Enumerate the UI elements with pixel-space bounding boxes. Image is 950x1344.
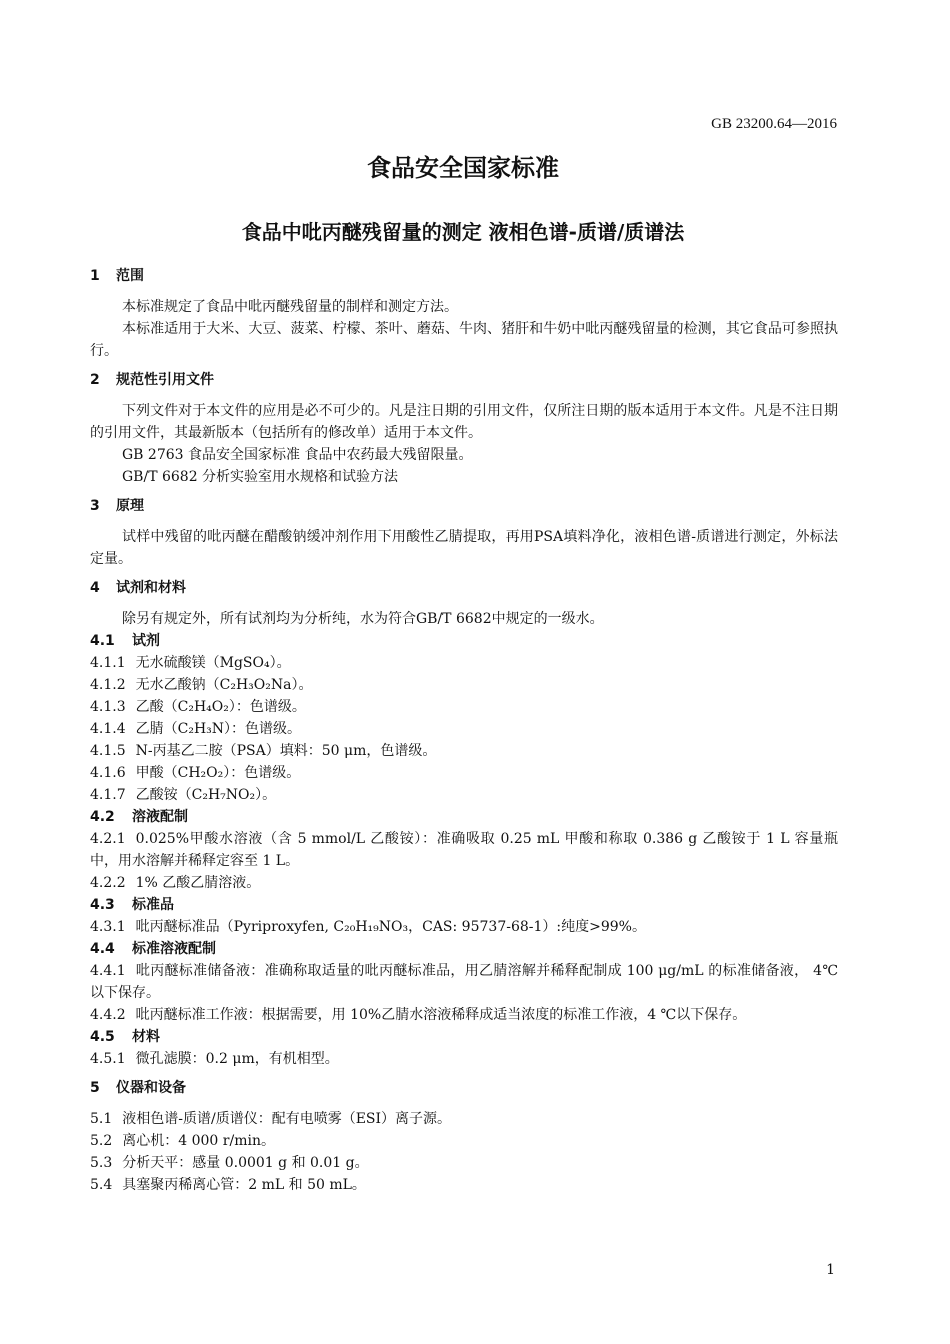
- item-text: N-丙基乙二胺（PSA）填料：50 μm，色谱级。: [135, 743, 437, 759]
- item-text: 吡丙醚标准工作液：根据需要，用 10%乙腈水溶液稀释成适当浓度的标准工作液，4 ℃以下保存。: [135, 1007, 747, 1023]
- item-text: 微孔滤膜：0.2 μm，有机相型。: [135, 1051, 339, 1067]
- paragraph: 下列文件对于本文件的应用是必不可少的。凡是注日期的引用文件，仅所注日期的版本适用于本文件。凡是不注日期的引用文件，其最新版本（包括所有的修改单）适用于本文件。: [90, 403, 838, 441]
- list-item: [90, 960, 838, 1004]
- item-number: 4.4.2: [90, 1007, 126, 1023]
- subsection-title: 材料: [132, 1029, 160, 1045]
- item-number: 4.1.4: [90, 721, 126, 737]
- item-number: 4.1.5: [90, 743, 126, 759]
- section-number: 4: [90, 580, 100, 596]
- subsection-number: 4.3: [90, 897, 115, 913]
- document-subtitle: 食品中吡丙醚残留量的测定 液相色谱-质谱/质谱法: [241, 220, 685, 244]
- document-title: 食品安全国家标准: [367, 154, 559, 182]
- subsection-title: 标准品: [132, 897, 174, 913]
- standard-number: GB 23200.64—2016: [711, 116, 837, 132]
- item-text: 液相色谱-质谱/质谱仪：配有电喷雾（ESI）离子源。: [122, 1111, 452, 1127]
- list-item: [90, 784, 838, 806]
- item-number: 4.2.1: [90, 831, 126, 847]
- list-item: [90, 1004, 838, 1026]
- document-body: [90, 258, 838, 1196]
- item-number: 5.1: [90, 1111, 113, 1127]
- item-number: 4.1.7: [90, 787, 126, 803]
- item-text: 无水乙酸钠（C₂H₃O₂Na）。: [135, 677, 313, 693]
- list-item: [90, 1130, 838, 1152]
- subsection-title: 试剂: [132, 633, 160, 649]
- item-number: 4.4.1: [90, 963, 126, 979]
- list-item: [90, 1152, 838, 1174]
- list-item: [90, 674, 838, 696]
- item-number: 4.1.1: [90, 655, 126, 671]
- section-title: 仪器和设备: [116, 1080, 186, 1096]
- reference-item: GB 2763 食品安全国家标准 食品中农药最大残留限量。: [122, 447, 473, 463]
- section-5-heading: [90, 1078, 838, 1098]
- item-number: 5.2: [90, 1133, 113, 1149]
- section-4-heading: [90, 578, 838, 598]
- list-item: [90, 696, 838, 718]
- item-number: 4.1.3: [90, 699, 126, 715]
- item-number: 4.1.6: [90, 765, 126, 781]
- list-item: [90, 1174, 838, 1196]
- section-1-heading: [90, 266, 838, 286]
- subsection-4-2-heading: [90, 806, 838, 828]
- item-text: 乙酸（C₂H₄O₂）：色谱级。: [135, 699, 306, 715]
- item-number: 4.1.2: [90, 677, 126, 693]
- section-title: 试剂和材料: [116, 580, 186, 596]
- list-item: [90, 762, 838, 784]
- item-text: 0.025%甲酸水溶液（含 5 mmol/L 乙酸铵）：准确吸取 0.25 mL 甲酸和称取 0.386 g 乙酸铵于 1 L 容量瓶中，用水溶解并稀释定容至 1 L。: [90, 831, 838, 869]
- section-number: 5: [90, 1080, 100, 1096]
- section-title: 规范性引用文件: [116, 372, 214, 388]
- item-number: 4.5.1: [90, 1051, 126, 1067]
- paragraph: 除另有规定外，所有试剂均为分析纯，水为符合GB/T 6682中规定的一级水。: [122, 611, 604, 627]
- item-text: 分析天平：感量 0.0001 g 和 0.01 g。: [122, 1155, 369, 1171]
- list-item: [90, 828, 838, 872]
- subsection-title: 溶液配制: [132, 809, 188, 825]
- section-number: 2: [90, 372, 100, 388]
- item-number: 4.2.2: [90, 875, 126, 891]
- paragraph: 本标准规定了食品中吡丙醚残留量的制样和测定方法。: [122, 299, 458, 315]
- list-item: [90, 652, 838, 674]
- subsection-number: 4.4: [90, 941, 115, 957]
- item-text: 吡丙醚标准储备液：准确称取适量的吡丙醚标准品，用乙腈溶解并稀释配制成 100 μg/mL 的标准储备液， 4℃以下保存。: [90, 963, 838, 1001]
- subsection-number: 4.1: [90, 633, 115, 649]
- item-text: 乙腈（C₂H₃N）：色谱级。: [135, 721, 302, 737]
- list-item: [90, 718, 838, 740]
- subsection-title: 标准溶液配制: [132, 941, 216, 957]
- subsection-4-4-heading: [90, 938, 838, 960]
- item-text: 具塞聚丙稀离心管：2 mL 和 50 mL。: [122, 1177, 366, 1193]
- item-text: 吡丙醚标准品（Pyriproxyfen, C₂₀H₁₉NO₃，CAS: 95737-68-1）:纯度>99%。: [135, 919, 646, 935]
- subsection-number: 4.2: [90, 809, 115, 825]
- item-number: 4.3.1: [90, 919, 126, 935]
- page-number: 1: [826, 1262, 835, 1278]
- section-title: 原理: [116, 498, 144, 514]
- section-number: 3: [90, 498, 100, 514]
- item-number: 5.4: [90, 1177, 113, 1193]
- subsection-4-5-heading: [90, 1026, 838, 1048]
- item-text: 乙酸铵（C₂H₇NO₂）。: [135, 787, 277, 803]
- section-2-heading: [90, 370, 838, 390]
- paragraph: 本标准适用于大米、大豆、菠菜、柠檬、茶叶、蘑菇、牛肉、猪肝和牛奶中吡丙醚残留量的检测，其它食品可参照执行。: [90, 321, 838, 359]
- item-text: 1% 乙酸乙腈溶液。: [135, 875, 261, 891]
- item-text: 甲酸（CH₂O₂）：色谱级。: [135, 765, 301, 781]
- list-item: [90, 1048, 838, 1070]
- list-item: [90, 1108, 838, 1130]
- item-number: 5.3: [90, 1155, 113, 1171]
- section-3-heading: [90, 496, 838, 516]
- subsection-4-3-heading: [90, 894, 838, 916]
- list-item: [90, 872, 838, 894]
- subsection-4-1-heading: [90, 630, 838, 652]
- paragraph: 试样中残留的吡丙醚在醋酸钠缓冲剂作用下用酸性乙腈提取，再用PSA填料净化，液相色谱-质谱进行测定，外标法定量。: [90, 529, 838, 567]
- item-text: 离心机：4 000 r/min。: [122, 1133, 275, 1149]
- reference-item: GB/T 6682 分析实验室用水规格和试验方法: [122, 469, 399, 485]
- section-title: 范围: [116, 268, 144, 284]
- list-item: [90, 740, 838, 762]
- subsection-number: 4.5: [90, 1029, 115, 1045]
- item-text: 无水硫酸镁（MgSO₄）。: [135, 655, 291, 671]
- list-item: [90, 916, 838, 938]
- section-number: 1: [90, 268, 100, 284]
